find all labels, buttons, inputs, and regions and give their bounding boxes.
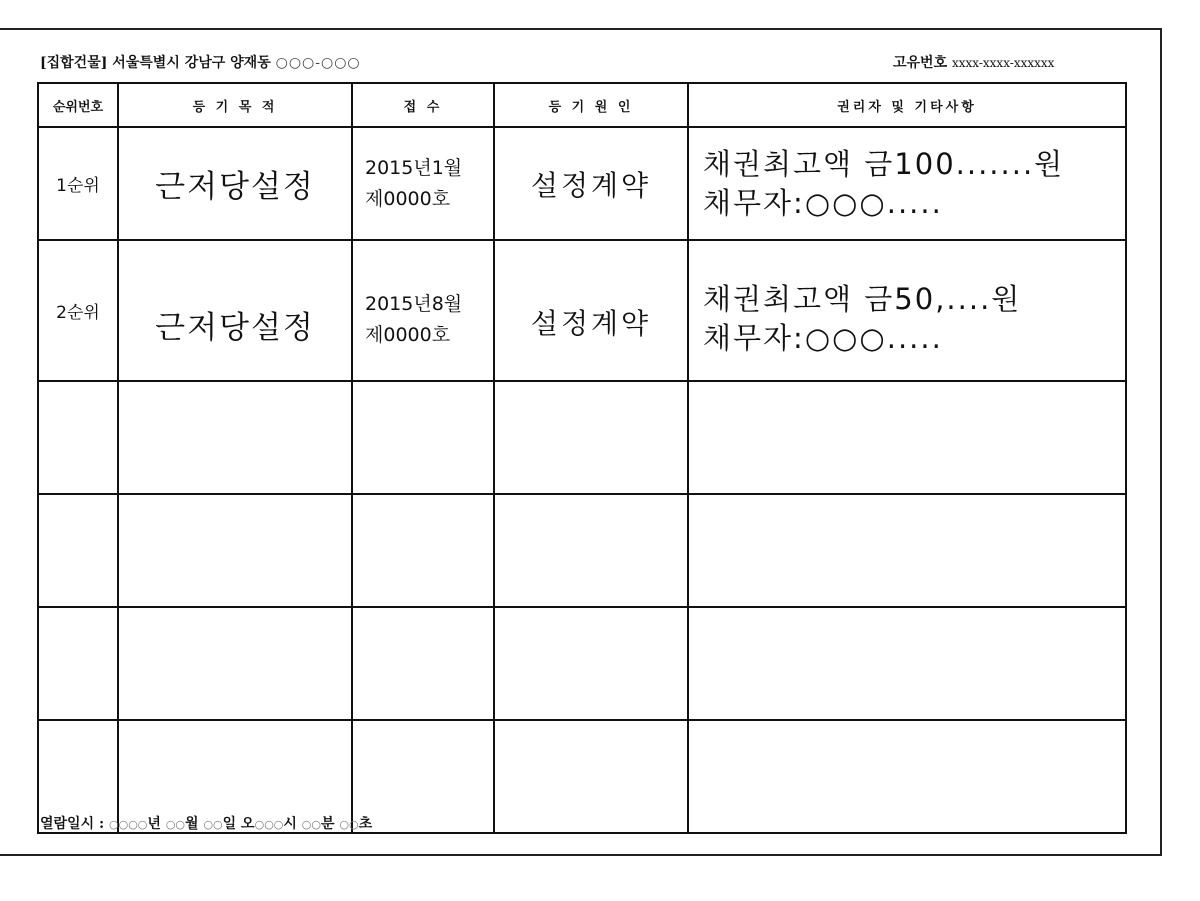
empty-cell	[352, 494, 494, 607]
unique-number-value: xxxx-xxxx-xxxxxx	[951, 56, 1055, 70]
empty-cell	[352, 381, 494, 494]
empty-cell	[38, 381, 118, 494]
empty-cell	[494, 494, 688, 607]
empty-table-row	[38, 494, 1126, 607]
unique-number-label: 고유번호	[893, 55, 952, 71]
view-datetime-label: 열람일시 :	[40, 816, 110, 832]
address-label: [집합건물] 서울특별시 강남구 양재동	[40, 55, 276, 71]
empty-cell	[688, 494, 1126, 607]
rights-cell	[688, 240, 1126, 381]
cause-cell: 설정계약	[494, 127, 688, 240]
minute-placeholder: ○○	[301, 818, 321, 831]
table-row	[38, 240, 1126, 381]
table-header-row	[38, 83, 1126, 127]
day-unit: 일 오	[222, 816, 255, 832]
address-number: ○○○-○○○	[275, 55, 361, 71]
month-placeholder: ○○	[165, 818, 186, 831]
day-placeholder: ○○	[203, 818, 223, 831]
hour-unit: 시	[283, 816, 302, 832]
column-header-cause: 등 기 원 인	[494, 83, 688, 127]
empty-cell	[352, 607, 494, 720]
table-row	[38, 127, 1126, 240]
receipt-number: 제0000호	[365, 323, 451, 346]
month-unit: 월	[185, 816, 204, 832]
empty-cell	[38, 494, 118, 607]
receipt-cell	[352, 240, 494, 381]
empty-cell	[688, 607, 1126, 720]
unique-number	[893, 52, 1054, 72]
empty-cell	[494, 607, 688, 720]
empty-cell	[38, 607, 118, 720]
max-claim-amount: 채권최고액 금100.......원	[703, 146, 1065, 181]
view-datetime	[40, 813, 372, 833]
empty-cell	[494, 381, 688, 494]
purpose-cell: 근저당설정	[118, 127, 352, 240]
debtor: 채무자:○○○.....	[703, 185, 943, 220]
rank-cell: 2순위	[38, 240, 118, 381]
empty-cell	[494, 720, 688, 833]
minute-unit: 분	[321, 816, 340, 832]
empty-table-row	[38, 381, 1126, 494]
property-address	[40, 52, 361, 72]
hour-placeholder: ○○	[264, 818, 284, 831]
column-header-rights: 권리자 및 기타사항	[688, 83, 1126, 127]
empty-cell	[352, 720, 494, 833]
debtor: 채무자:○○○.....	[703, 320, 943, 355]
receipt-date: 2015년1월	[365, 156, 463, 179]
second-placeholder: ○○	[339, 818, 359, 831]
ampm-placeholder: ○	[254, 818, 265, 831]
empty-cell	[118, 381, 352, 494]
column-header-purpose: 등 기 목 적	[118, 83, 352, 127]
column-header-receipt: 접 수	[352, 83, 494, 127]
registry-table	[37, 82, 1127, 834]
column-header-rank: 순위번호	[38, 83, 118, 127]
year-unit: 년	[147, 816, 166, 832]
receipt-cell	[352, 127, 494, 240]
receipt-date: 2015년8월	[365, 292, 463, 315]
max-claim-amount: 채권최고액 금50,....원	[703, 281, 1022, 316]
empty-table-row	[38, 607, 1126, 720]
empty-cell	[688, 720, 1126, 833]
rank-cell: 1순위	[38, 127, 118, 240]
second-unit: 초	[358, 816, 373, 832]
empty-cell	[688, 381, 1126, 494]
year-placeholder: ○○○○	[109, 818, 148, 831]
empty-cell	[118, 494, 352, 607]
purpose-cell: 근저당설정	[118, 240, 352, 381]
receipt-number: 제0000호	[365, 187, 451, 210]
empty-cell	[118, 607, 352, 720]
cause-cell: 설정계약	[494, 240, 688, 381]
rights-cell	[688, 127, 1126, 240]
